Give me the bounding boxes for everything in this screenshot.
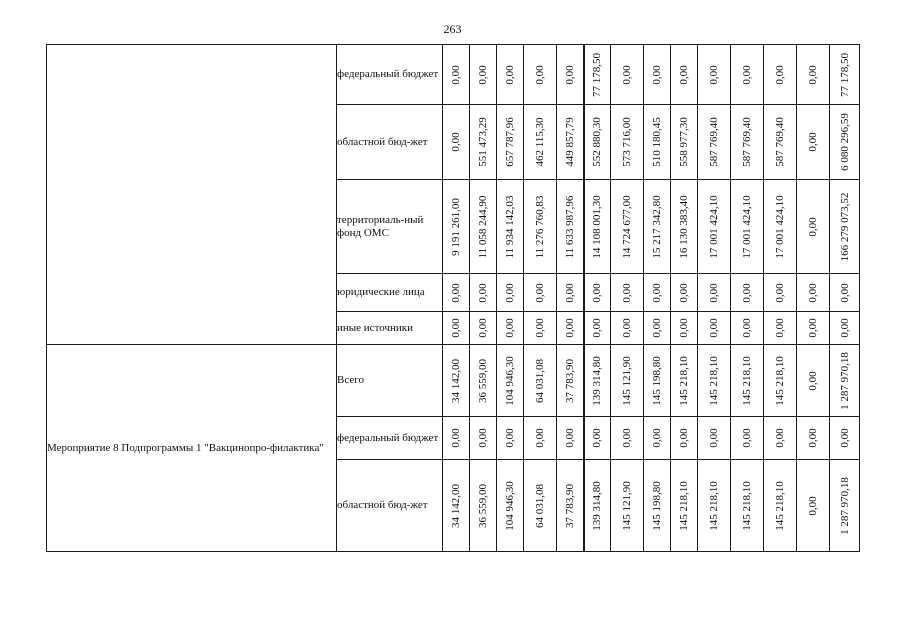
value-cell [557, 417, 584, 460]
value-cell [797, 417, 830, 460]
activity-cell: Мероприятие 8 Подпрограммы 1 "Вакцинопро-филактика" [47, 345, 337, 552]
value-text: 0,00 [838, 318, 851, 338]
value-cell [731, 345, 764, 417]
value-text: 0,00 [774, 428, 786, 448]
value-cell [584, 105, 611, 180]
value-cell [731, 312, 764, 345]
value-cell [470, 345, 497, 417]
value-cell [524, 180, 557, 274]
value-cell [671, 460, 698, 552]
value-cell [497, 274, 524, 312]
value-text: 0,00 [651, 64, 663, 85]
value-cell [584, 274, 611, 312]
value-text: 64 031,08 [534, 358, 546, 403]
value-text: 0,00 [621, 64, 633, 85]
value-cell [644, 105, 671, 180]
value-cell [584, 345, 611, 417]
value-text: 0,00 [504, 64, 516, 85]
value-text: 9 191 261,00 [450, 197, 462, 256]
value-text: 0,00 [708, 282, 720, 303]
value-text: 14 108 001,30 [591, 194, 604, 259]
value-cell [764, 417, 797, 460]
value-text: 37 783,90 [563, 358, 576, 403]
value-text: 0,00 [591, 318, 604, 338]
value-cell [443, 274, 470, 312]
value-text: 0,00 [838, 428, 851, 448]
value-text: 34 142,00 [450, 483, 462, 528]
value-cell [830, 274, 860, 312]
value-cell [731, 105, 764, 180]
value-cell [524, 45, 557, 105]
value-text: 37 783,90 [563, 483, 576, 528]
value-cell [764, 312, 797, 345]
value-cell [644, 312, 671, 345]
value-cell [698, 45, 731, 105]
value-cell [671, 45, 698, 105]
value-cell [443, 345, 470, 417]
value-text: 145 218,10 [741, 480, 753, 531]
value-text: 0,00 [450, 282, 462, 303]
value-cell [731, 180, 764, 274]
value-text: 0,00 [807, 370, 819, 391]
value-text: 0,00 [563, 318, 576, 338]
value-cell [611, 45, 644, 105]
value-cell [470, 274, 497, 312]
value-cell [443, 105, 470, 180]
value-text: 0,00 [504, 282, 516, 303]
value-cell [524, 345, 557, 417]
value-text: 64 031,08 [534, 483, 546, 528]
value-cell [611, 180, 644, 274]
value-cell [611, 274, 644, 312]
value-cell [671, 345, 698, 417]
value-cell [797, 345, 830, 417]
value-cell [524, 417, 557, 460]
value-text: 0,00 [774, 318, 786, 338]
value-cell [797, 274, 830, 312]
value-text: 15 217 342,80 [651, 194, 663, 259]
value-text: 1 287 970,18 [838, 351, 851, 410]
value-cell [557, 345, 584, 417]
value-cell [830, 45, 860, 105]
value-cell [584, 312, 611, 345]
value-text: 587 769,40 [741, 117, 753, 167]
value-text: 0,00 [563, 64, 576, 85]
value-text: 145 218,10 [741, 355, 753, 406]
value-cell [698, 312, 731, 345]
value-text: 145 218,10 [678, 480, 690, 531]
value-text: 0,00 [621, 282, 633, 303]
value-text: 77 178,50 [591, 52, 604, 97]
value-cell [611, 105, 644, 180]
value-cell [671, 312, 698, 345]
page-number: 263 [443, 22, 462, 36]
value-cell [524, 460, 557, 552]
value-cell [557, 45, 584, 105]
value-cell [764, 105, 797, 180]
value-text: 6 080 296,59 [838, 113, 851, 171]
value-cell [611, 417, 644, 460]
value-text: 36 559,00 [477, 358, 489, 403]
value-cell [557, 180, 584, 274]
value-text: 587 769,40 [774, 117, 786, 167]
value-text: 145 218,10 [774, 355, 786, 406]
value-cell [797, 105, 830, 180]
value-text: 145 218,10 [708, 355, 720, 406]
value-cell [644, 45, 671, 105]
value-text: 0,00 [678, 428, 690, 448]
value-text: 0,00 [708, 428, 720, 448]
value-cell [497, 45, 524, 105]
value-text: 0,00 [807, 428, 819, 448]
value-text: 0,00 [534, 428, 546, 448]
value-cell [671, 274, 698, 312]
value-cell [497, 105, 524, 180]
value-text: 587 769,40 [708, 117, 720, 167]
value-cell [584, 417, 611, 460]
value-text: 145 218,10 [774, 480, 786, 531]
budget-table [46, 44, 893, 552]
value-cell [584, 180, 611, 274]
value-text: 0,00 [534, 282, 546, 303]
value-text: 0,00 [450, 318, 462, 338]
value-cell [698, 180, 731, 274]
value-text: 0,00 [591, 428, 604, 448]
value-text: 77 178,50 [838, 52, 851, 97]
value-cell [470, 460, 497, 552]
value-cell [644, 345, 671, 417]
value-text: 0,00 [838, 282, 851, 303]
value-text: 16 130 383,40 [678, 194, 690, 259]
value-cell [830, 180, 860, 274]
value-cell [470, 180, 497, 274]
funding-source-cell: областной бюд-жет [337, 460, 443, 552]
value-cell [698, 460, 731, 552]
value-cell [611, 460, 644, 552]
value-text: 0,00 [741, 282, 753, 303]
value-text: 104 946,30 [504, 355, 516, 406]
value-cell [497, 417, 524, 460]
value-text: 551 473,29 [477, 117, 489, 167]
value-text: 0,00 [504, 318, 516, 338]
value-cell [557, 312, 584, 345]
value-text: 17 001 424,10 [741, 194, 753, 259]
value-text: 0,00 [591, 282, 604, 303]
value-cell [584, 45, 611, 105]
value-text: 145 218,10 [708, 480, 720, 531]
value-text: 573 716,00 [621, 117, 633, 167]
value-text: 0,00 [774, 64, 786, 85]
value-text: 0,00 [807, 318, 819, 338]
value-cell [644, 417, 671, 460]
value-text: 11 934 142,03 [504, 195, 516, 258]
value-text: 0,00 [477, 282, 489, 303]
value-text: 17 001 424,10 [774, 194, 786, 259]
value-cell [671, 180, 698, 274]
value-cell [764, 274, 797, 312]
value-cell [644, 274, 671, 312]
value-cell [797, 45, 830, 105]
value-cell [797, 180, 830, 274]
value-text: 0,00 [741, 64, 753, 85]
value-cell [830, 345, 860, 417]
value-text: 14 724 677,00 [621, 194, 633, 259]
value-cell [443, 180, 470, 274]
value-cell [497, 180, 524, 274]
value-cell [698, 105, 731, 180]
value-text: 0,00 [708, 318, 720, 338]
value-text: 0,00 [678, 64, 690, 85]
value-text: 0,00 [678, 318, 690, 338]
value-cell [764, 460, 797, 552]
value-cell [698, 345, 731, 417]
value-text: 0,00 [563, 428, 576, 448]
value-cell [557, 105, 584, 180]
funding-source-cell: иные источники [337, 312, 443, 345]
value-cell [470, 105, 497, 180]
value-text: 0,00 [450, 132, 462, 152]
value-cell [611, 345, 644, 417]
funding-source-cell: Всего [337, 345, 443, 417]
funding-source-cell: юридические лица [337, 274, 443, 312]
value-text: 0,00 [807, 495, 819, 516]
value-cell [443, 312, 470, 345]
value-cell [764, 180, 797, 274]
activity-cell [47, 45, 337, 345]
value-text: 0,00 [807, 216, 819, 237]
value-cell [698, 417, 731, 460]
budget-table-body [47, 45, 893, 552]
value-text: 145 121,90 [621, 355, 633, 406]
value-text: 462 115,30 [534, 117, 546, 167]
funding-source-cell: федеральный бюджет [337, 45, 443, 105]
funding-source-cell: территориаль-ный фонд ОМС [337, 180, 443, 274]
value-text: 0,00 [477, 318, 489, 338]
value-cell [671, 105, 698, 180]
value-cell [698, 274, 731, 312]
value-cell [764, 45, 797, 105]
value-cell [830, 460, 860, 552]
value-cell [671, 417, 698, 460]
value-cell [443, 45, 470, 105]
funding-source-cell: областной бюд-жет [337, 105, 443, 180]
value-cell [443, 417, 470, 460]
value-text: 145 198,80 [651, 355, 663, 406]
value-cell [470, 417, 497, 460]
table-row [47, 45, 893, 105]
value-cell [470, 45, 497, 105]
value-text: 11 058 244,90 [477, 195, 489, 258]
table-row [47, 345, 893, 417]
value-cell [470, 312, 497, 345]
value-text: 552 880,30 [591, 117, 604, 167]
value-text: 0,00 [651, 318, 663, 338]
value-cell [731, 460, 764, 552]
value-text: 11 276 760,83 [534, 195, 546, 258]
value-text: 34 142,00 [450, 358, 462, 403]
value-text: 0,00 [477, 428, 489, 448]
value-text: 0,00 [807, 282, 819, 303]
value-text: 0,00 [621, 318, 633, 338]
value-text: 139 314,80 [591, 480, 604, 531]
value-text: 0,00 [450, 64, 462, 85]
value-cell [497, 312, 524, 345]
value-text: 145 198,80 [651, 480, 663, 531]
value-text: 0,00 [651, 282, 663, 303]
value-text: 1 287 970,18 [838, 476, 851, 535]
value-text: 0,00 [563, 282, 576, 303]
value-text: 166 279 073,52 [838, 192, 851, 261]
value-cell [731, 274, 764, 312]
value-text: 0,00 [741, 318, 753, 338]
value-cell [797, 460, 830, 552]
value-cell [497, 345, 524, 417]
value-text: 0,00 [477, 64, 489, 85]
value-text: 17 001 424,10 [708, 194, 720, 259]
value-text: 0,00 [708, 64, 720, 85]
value-cell [557, 274, 584, 312]
value-cell [584, 460, 611, 552]
value-cell [830, 105, 860, 180]
value-text: 510 180,45 [651, 117, 663, 167]
value-text: 0,00 [807, 64, 819, 85]
value-text: 449 857,79 [563, 117, 576, 167]
value-text: 558 977,30 [678, 117, 690, 167]
value-text: 36 559,00 [477, 483, 489, 528]
value-text: 0,00 [678, 282, 690, 303]
value-cell [764, 345, 797, 417]
value-text: 0,00 [450, 428, 462, 448]
value-text: 139 314,80 [591, 355, 604, 406]
value-text: 104 946,30 [504, 480, 516, 531]
value-text: 0,00 [741, 428, 753, 448]
value-text: 145 121,90 [621, 480, 633, 531]
value-cell [524, 274, 557, 312]
value-cell [524, 312, 557, 345]
value-cell [497, 460, 524, 552]
value-cell [611, 312, 644, 345]
value-text: 0,00 [534, 318, 546, 338]
value-text: 0,00 [504, 428, 516, 448]
value-text: 0,00 [807, 132, 819, 152]
value-cell [557, 460, 584, 552]
value-text: 145 218,10 [678, 355, 690, 406]
value-cell [644, 180, 671, 274]
value-text: 0,00 [621, 428, 633, 448]
funding-source-cell: федеральный бюджет [337, 417, 443, 460]
value-text: 0,00 [774, 282, 786, 303]
value-cell [644, 460, 671, 552]
value-text: 0,00 [534, 64, 546, 85]
value-cell [524, 105, 557, 180]
value-cell [731, 45, 764, 105]
value-text: 0,00 [651, 428, 663, 448]
value-cell [830, 312, 860, 345]
value-text: 11 633 987,96 [563, 195, 576, 258]
value-cell [443, 460, 470, 552]
value-text: 657 787,96 [504, 117, 516, 167]
value-cell [830, 417, 860, 460]
value-cell [797, 312, 830, 345]
value-cell [731, 417, 764, 460]
